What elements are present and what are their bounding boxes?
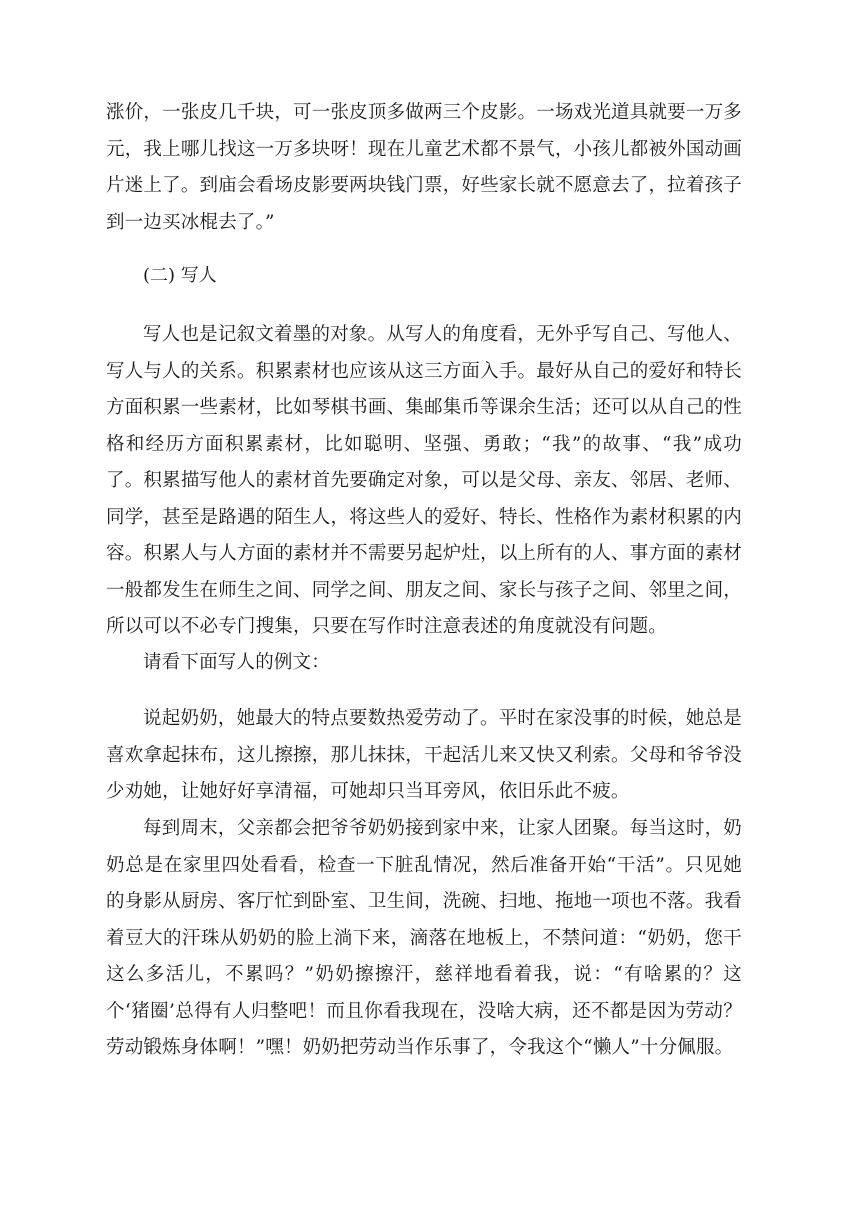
body-paragraph: 写人也是记叙文着墨的对象。从写人的角度看，无外乎写自己、写他人、写人与人的关系。积累素材也应该从这三方面入手。最好从自己的爱好和特长方面积累一些素材，比如琴棋书画、集邮集币等课余生活；还可以从自己的性格和经历方面积累素材，比如聪明、坚强、勇敢；“我”的故事、“我”成功了。积累描写他人的素材首先要确定对象，可以是父母、亲友、邻居、老师、同学，甚至是路遇的陌生人，将这些人的爱好、特长、性格作为素材积累的内容。积累人与人方面的素材并不需要另起炉灶，以上所有的人、事方面的素材一般都发生在师生之间、同学之间、朋友之间、家长与孩子之间、邻里之间，所以可以不必专门搜集，只要在写作时注意表述的角度就没有问题。 — [106, 324, 742, 637]
continuation-paragraph: 涨价，一张皮几千块，可一张皮顶多做两三个皮影。一场戏光道具就要一万多元，我上哪儿找这一万多块呀！现在儿童艺术都不景气，小孩儿都被外国动画片迷上了。到庙会看场皮影要两块钱门票，好些家长就不愿意去了，拉着孩子到一边买冰棍去了。” — [106, 102, 742, 233]
section-heading: (二) 写人 — [143, 265, 217, 286]
example-paragraph-1: 说起奶奶，她最大的特点要数热爱劳动了。平时在家没事的时候，她总是喜欢拿起抹布，这儿擦擦，那儿抹抹，干起活儿来又快又利索。父母和爷爷没少劝她，让她好好享清福，可她却只当耳旁风，依旧乐此不疲。 — [106, 708, 742, 802]
example-intro-paragraph: 请看下面写人的例文： — [143, 652, 331, 673]
example-paragraph-2: 每到周末，父亲都会把爷爷奶奶接到家中来，让家人团聚。每当这时，奶奶总是在家里四处看看，检查一下脏乱情况，然后准备开始“干活”。只见她的身影从厨房、客厅忙到卧室、卫生间，洗碗、扫地、拖地一项也不落。我看着豆大的汗珠从奶奶的脸上淌下来，滴落在地板上，不禁问道：“奶奶，您干这么多活儿，不累吗？”奶奶擦擦汗，慈祥地看着我，说：“有啥累的？这个‘猪圈’总得有人归整吧！而且你看我现在，没啥大病，还不都是因为劳动？劳动锻炼身体啊！”嘿！奶奶把劳动当作乐事了，令我这个“懒人”十分佩服。 — [106, 818, 742, 1058]
